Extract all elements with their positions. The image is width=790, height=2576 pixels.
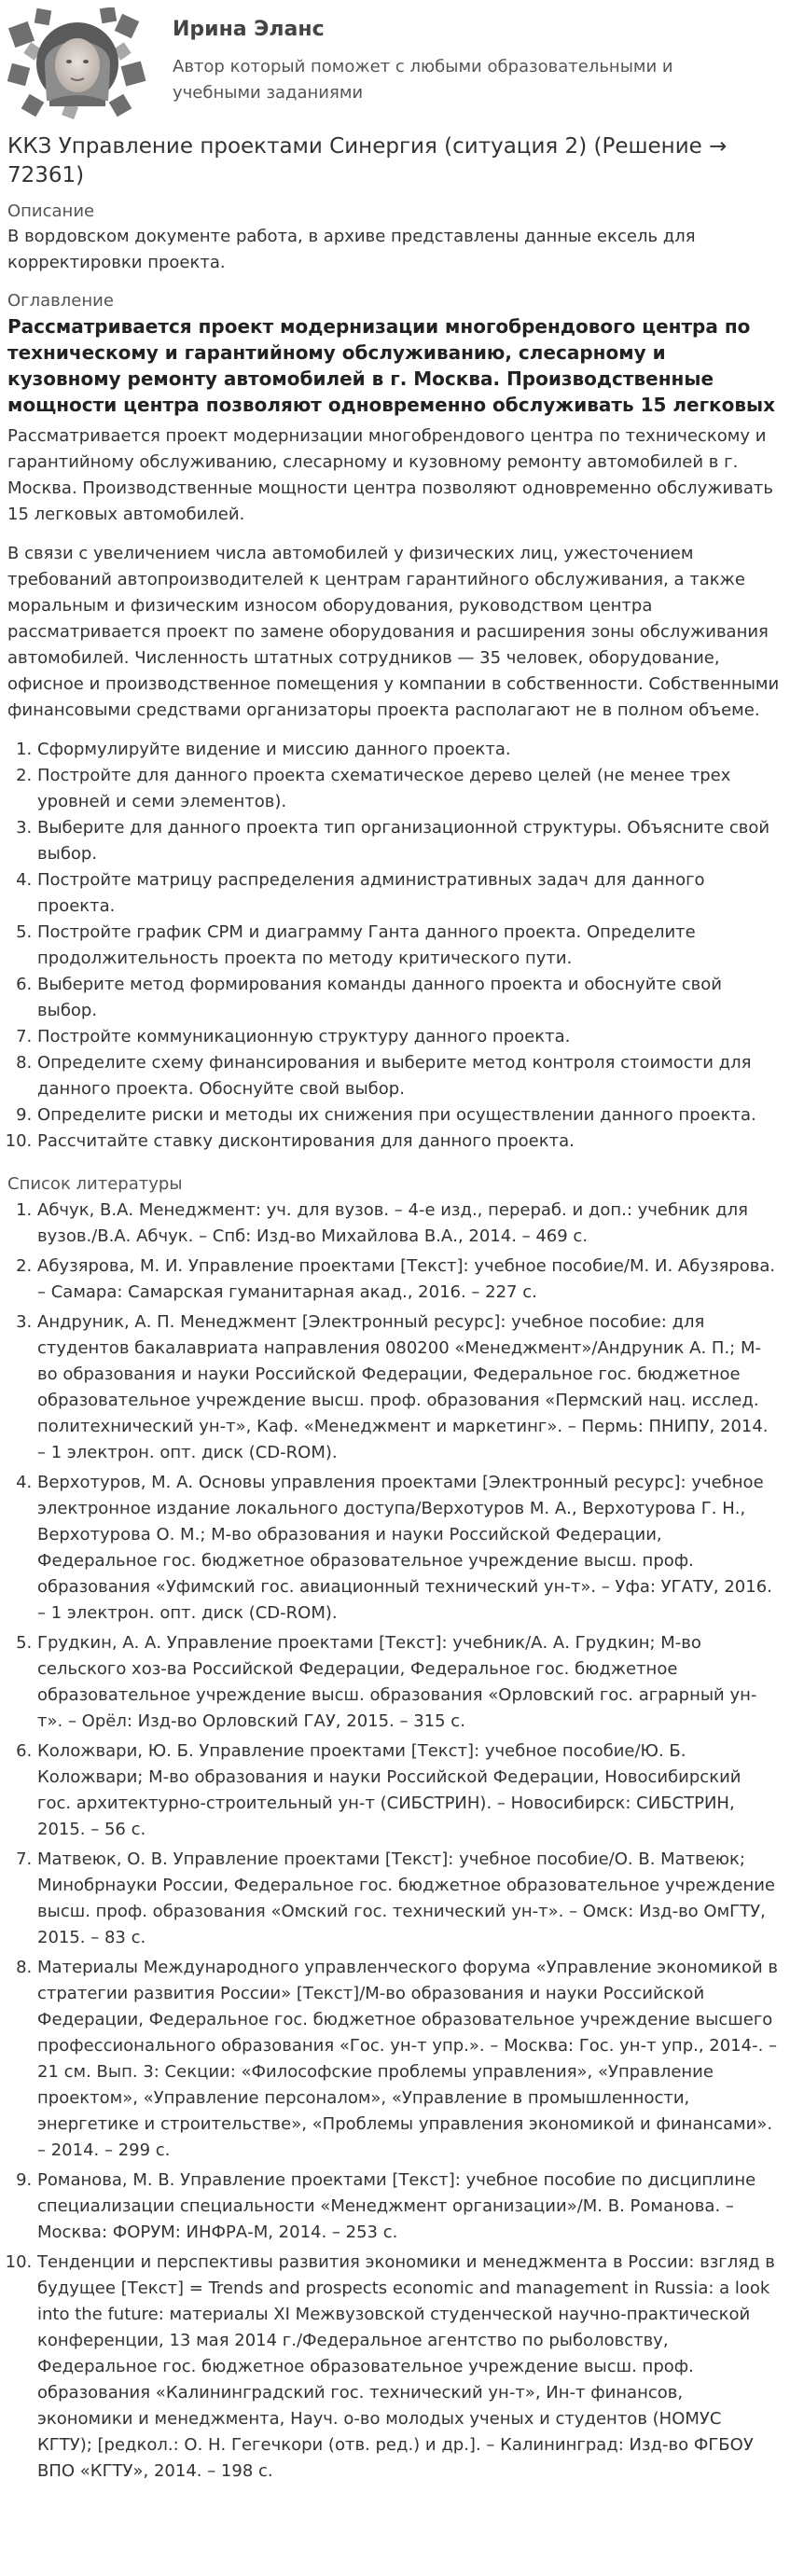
reference-item: 1. Абчук, В.А. Менеджмент: уч. для вузов. – 4-е изд., перераб. и доп.: учебник для вузов./В.А. Абчук. – Спб: Изд-во Михайлова В.А., 2014. – 469 с. [37, 1198, 780, 1250]
task-item: 3. Выберите для данного проекта тип организационной структуры. Объясните свой выбор. [37, 815, 780, 867]
task-item: 5. Постройте график СРМ и диаграмму Ганта данного проекта. Определите продолжительность проекта по методу критического пути. [37, 920, 780, 972]
task-item: 7. Постройте коммуникационную структуру данного проекта. [37, 1024, 780, 1050]
reference-item: 4. Верхотуров, М. А. Основы управления проектами [Электронный ресурс]: учебное электронное издание локального доступа/Верхотуров М. А., Верхотурова Г. Н., Верхотурова О. М.; М-во образования и науки Российской Федерации, Федеральное гос. бюджетное образовательное учреждение высш. проф. образования «Уфимский гос. авиационный технический ун-т». – Уфа: УГАТУ, 2016. – 1 электрон. опт. диск (CD-ROM). [37, 1470, 780, 1627]
reference-item: 9. Романова, М. В. Управление проектами [Текст]: учебное пособие по дисциплине специализации специальности «Менеджмент организации»/М. В. Романова. – Москва: ФОРУМ: ИНФРА-М, 2014. – 253 с. [37, 2167, 780, 2246]
author-avatar[interactable] [7, 7, 147, 119]
intro-paragraph: Рассматривается проект модернизации многобрендового центра по техническому и гарантийному обслуживанию, слесарному и кузовному ремонту автомобилей в г. Москва. Производственные мощности центра позволяют одновременно обслуживать 15 легковых автомобилей. [7, 426, 773, 524]
description-label: Описание [7, 201, 95, 221]
page-title: ККЗ Управление проектами Синергия (ситуация 2) (Решение → 72361) [7, 134, 728, 187]
reference-item: 6. Коложвари, Ю. Б. Управление проектами [Текст]: учебное пособие/Ю. Б. Коложвари; М-во образования и науки Российской Федерации, Новосибирский гос. архитектурно-строительный ун-т (СИБСТРИН). – Новосибирск: СИБСТРИН, 2015. – 56 с. [37, 1738, 780, 1843]
context-paragraph: В связи с увеличением числа автомобилей у физических лиц, ужесточением требований автопроизводителей к центрам гарантийного обслуживания, а также моральным и физическим износом оборудования, руководством центра рассматривается проект по замене оборудования и расширения зоны обслуживания автомобилей. Численность штатных сотрудников — 35 человек, оборудование, офисное и производственное помещения у компании в собственности. Собственными финансовыми средствами организаторы проекта располагают не в полном объеме. [7, 544, 780, 720]
task-item: 10. Рассчитайте ставку дисконтирования для данного проекта. [37, 1129, 780, 1155]
reference-item: 8. Материалы Международного управленческого форума «Управление экономикой в стратегии развития России» [Текст]/М-во образования и науки Российской Федерации, Федеральное гос. бюджетное образовательное учреждение высшего профессионального образования «Гос. ун-т упр.». – Москва: Гос. ун-т упр., 2014-. – 21 см. Вып. 3: Секции: «Философские проблемы управления», «Управление проектом», «Управление персоналом», «Управление в промышленности, энергетике и строительстве», «Проблемы управления экономикой и финансами». – 2014. – 299 с. [37, 1955, 780, 2164]
author-card [7, 7, 782, 119]
task-item: 8. Определите схему финансирования и выберите метод контроля стоимости для данного проекта. Обоснуйте свой выбор. [37, 1050, 780, 1102]
reference-item: 10. Тенденции и перспективы развития экономики и менеджмента в России: взгляд в будущее [Текст] = Trends and prospects economic and management in Russia: a look into the future: материалы XI Межвузовской студенческой научно-практической конференции, 13 мая 2014 г./Федеральное агентство по рыболовству, Федеральное гос. бюджетное образовательное учреждение высш. проф. образования «Калининградский гос. технический ун-т», Ин-т финансов, экономики и менеджмента, Науч. о-во молодых ученых и студентов (НОМУС КГТУ); [редкол.: О. Н. Гегечкори (отв. ред.) и др.]. – Калининград: Изд-во ФГБОУ ВПО «КГТУ», 2014. – 198 с. [37, 2250, 780, 2485]
reference-item: 7. Матвеюк, О. В. Управление проектами [Текст]: учебное пособие/О. В. Матвеюк; Минобрнауки России, Федеральное гос. бюджетное образовательное учреждение высш. проф. образования «Омский гос. технический ун-т». – Омск: Изд-во ОмГТУ, 2015. – 83 с. [37, 1847, 780, 1951]
literature-label: Список литературы [7, 1174, 183, 1194]
author-name[interactable]: Ирина Эланс [173, 18, 325, 41]
task-item: 2. Постройте для данного проекта схематическое дерево целей (не менее трех уровней и семи элементов). [37, 763, 780, 815]
task-item: 6. Выберите метод формирования команды данного проекта и обоснуйте свой выбор. [37, 972, 780, 1024]
task-item: 4. Постройте матрицу распределения административных задач для данного проекта. [37, 867, 780, 920]
toc-text: Рассматривается проект модернизации многобрендового центра по техническому и гарантийному обслуживанию, слесарному и кузовному ремонту автомобилей в г. Москва. Производственные мощности центра позволяют одновременно обслуживать 15 легковых [7, 315, 775, 416]
task-item: 1. Сформулируйте видение и миссию данного проекта. [37, 737, 780, 763]
task-list [7, 737, 780, 1155]
reference-item: 5. Грудкин, А. А. Управление проектами [Текст]: учебник/А. А. Грудкин; М-во сельского хоз-ва Российской Федерации, Федеральное гос. бюджетное образовательное учреждение высш. образования «Орловский гос. аграрный ун-т». – Орёл: Изд-во Орловский ГАУ, 2015. – 315 с. [37, 1630, 780, 1735]
description-text: В вордовском документе работа, в архиве представлены данные ексель для корректировки проекта. [7, 227, 696, 272]
reference-list [7, 1198, 780, 2485]
author-bio: Автор который поможет с любыми образовательными и учебными заданиями [173, 57, 673, 103]
reference-item: 2. Абузярова, М. И. Управление проектами [Текст]: учебное пособие/М. И. Абузярова. – Самара: Самарская гуманитарная акад., 2016. – 227 с. [37, 1253, 780, 1306]
work-content [7, 132, 780, 2488]
toc-label: Оглавление [7, 291, 114, 311]
task-item: 9. Определите риски и методы их снижения при осуществлении данного проекта. [37, 1102, 780, 1129]
reference-item: 3. Андруник, А. П. Менеджмент [Электронный ресурс]: учебное пособие: для студентов бакалавриата направления 080200 «Менеджмент»/Андруник А. П.; М-во образования и науки Российской Федерации, Федеральное гос. бюджетное образовательное учреждение высш. проф. образования «Пермский нац. исслед. политехнический ун-т», Каф. «Менеджмент и маркетинг». – Пермь: ПНИПУ, 2014. – 1 электрон. опт. диск (CD-ROM). [37, 1309, 780, 1466]
